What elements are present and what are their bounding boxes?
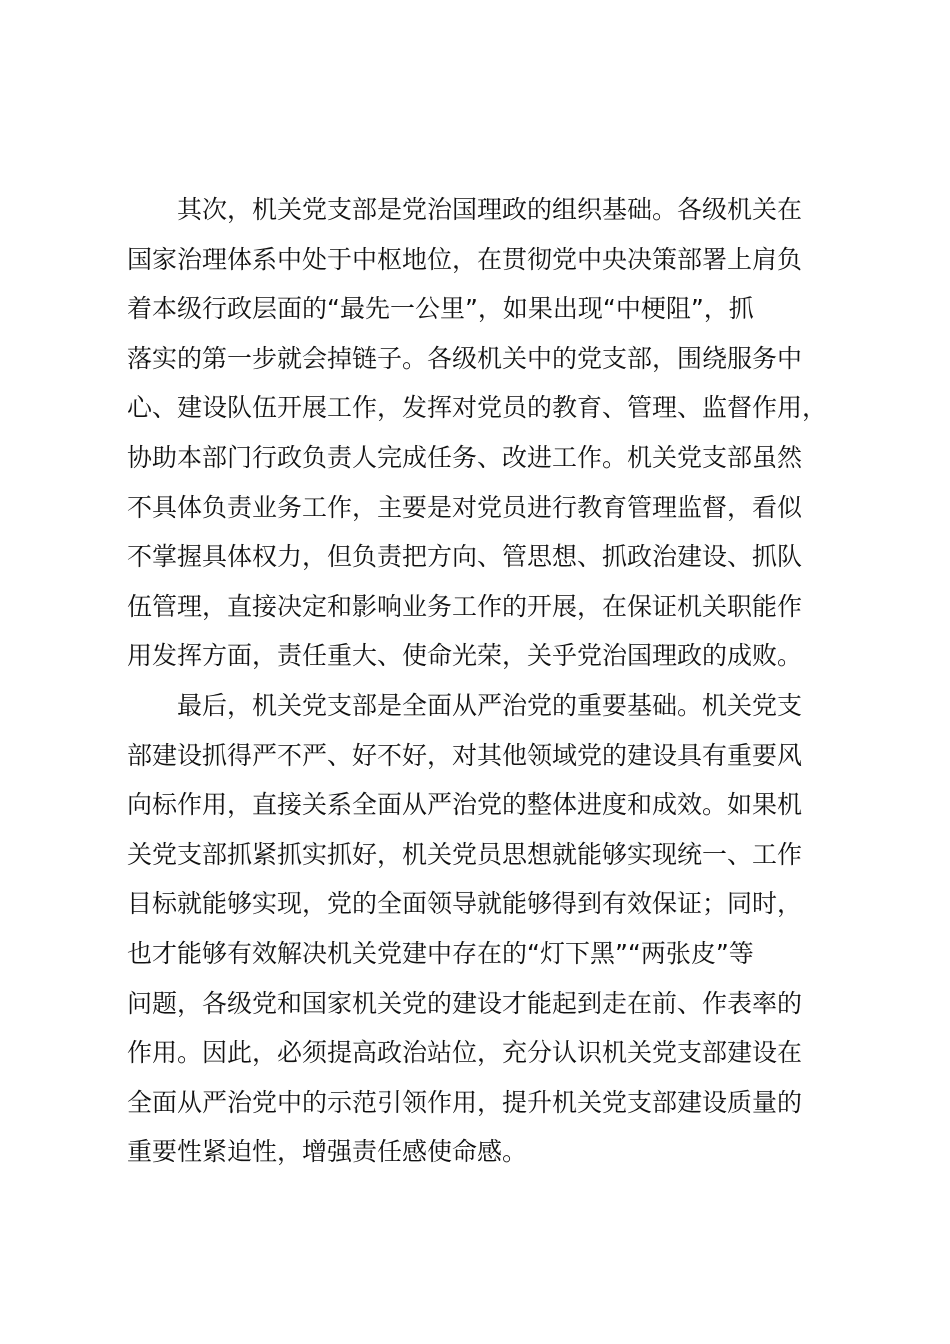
- paragraph-2: [127, 681, 831, 1177]
- text-line: 关党支部抓紧抓实抓好，机关党员思想就能够实现统一、工作: [127, 839, 803, 869]
- document-page: [127, 185, 831, 1177]
- text-line: 伍管理，直接决定和影响业务工作的开展，在保证机关职能作: [127, 591, 803, 621]
- text-line: 着本级行政层面的“最先一公里”，如果出现“中梗阻”，抓: [127, 294, 754, 324]
- text-line: 向标作用，直接关系全面从严治党的整体进度和成效。如果机: [127, 790, 803, 820]
- text-line: 也才能够有效解决机关党建中存在的“灯下黑”“两张皮”等: [127, 938, 754, 968]
- text-line: 协助本部门行政负责人完成任务、改进工作。机关党支部虽然: [127, 442, 803, 472]
- text-line: 落实的第一步就会掉链子。各级机关中的党支部，围绕服务中: [127, 343, 803, 373]
- text-line: 其次，机关党支部是党治国理政的组织基础。各级机关在: [177, 195, 803, 224]
- text-line: 重要性紧迫性，增强责任感使命感。: [127, 1137, 528, 1167]
- text-line: 最后，机关党支部是全面从严治党的重要基础。机关党支: [177, 690, 803, 720]
- paragraph-1: [127, 185, 831, 681]
- text-line: 不具体负责业务工作，主要是对党员进行教育管理监督，看似: [127, 492, 803, 522]
- text-line: 国家治理体系中处于中枢地位，在贯彻党中央决策部署上肩负: [127, 244, 803, 274]
- text-line: 全面从严治党中的示范引领作用，提升机关党支部建设质量的: [127, 1087, 803, 1117]
- text-line: 心、建设队伍开展工作，发挥对党员的教育、管理、监督作用，: [127, 393, 828, 423]
- text-line: 部建设抓得严不严、好不好，对其他领域党的建设具有重要风: [127, 740, 803, 770]
- text-line: 不掌握具体权力，但负责把方向、管思想、抓政治建设、抓队: [127, 542, 803, 572]
- text-line: 问题，各级党和国家机关党的建设才能起到走在前、作表率的: [127, 988, 803, 1018]
- text-line: 用发挥方面，责任重大、使命光荣，关乎党治国理政的成败。: [127, 641, 803, 671]
- text-line: 目标就能够实现，党的全面领导就能够得到有效保证；同时，: [127, 889, 803, 919]
- text-line: 作用。因此，必须提高政治站位，充分认识机关党支部建设在: [127, 1038, 803, 1068]
